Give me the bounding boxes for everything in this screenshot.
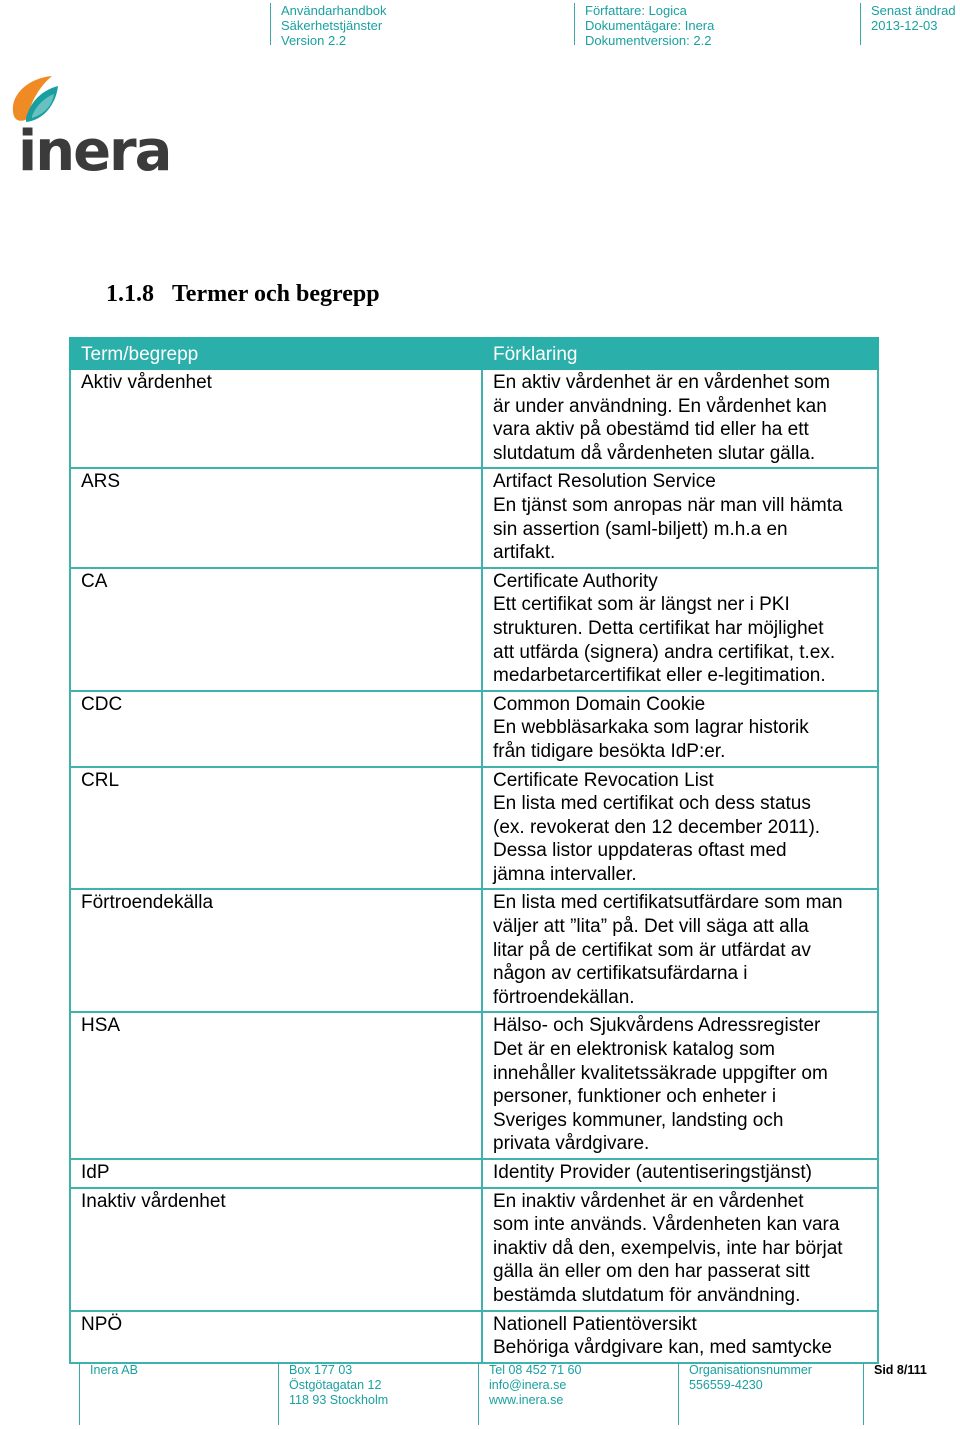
explanation-line: är under användning. En vårdenhet kan: [493, 395, 827, 417]
explanation-line: medarbetarcertifikat eller e-legitimation.: [493, 665, 826, 687]
term-cell: [70, 1012, 482, 1159]
explanation-line: gälla än eller om den har passerat sitt: [493, 1261, 810, 1283]
footer-org-number: 556559-4230: [689, 1378, 763, 1392]
explanation-line: privata vårdgivare.: [493, 1133, 650, 1155]
term-label: Inaktiv vårdenhet: [81, 1190, 226, 1212]
explanation-line: Ett certifikat som är längst ner i PKI: [493, 594, 790, 616]
header-doc-version: Version 2.2: [281, 33, 347, 48]
explanation-line: Identity Provider (autentiseringstjänst): [493, 1162, 812, 1183]
terms-table-body: [70, 369, 878, 1363]
term-label: IdP: [81, 1162, 110, 1183]
term-label: CA: [81, 570, 108, 592]
header-doc-title: Användarhandbok: [281, 3, 387, 18]
explanation-line: som inte används. Vårdenheten kan vara: [493, 1214, 840, 1236]
explanation-line: Nationell Patientöversikt: [493, 1313, 697, 1335]
explanation-cell: [482, 889, 878, 1012]
footer-address: [278, 1363, 459, 1425]
footer-address-box: Box 177 03: [289, 1363, 353, 1377]
explanation-line: Artifact Resolution Service: [493, 471, 716, 493]
explanation-line: En inaktiv vårdenhet är en vårdenhet: [493, 1190, 804, 1212]
term-cell: [70, 1159, 482, 1188]
term-cell: [70, 468, 482, 567]
table-row: [70, 1311, 878, 1363]
footer-organisation: [678, 1363, 849, 1425]
explanation-line: Common Domain Cookie: [493, 693, 706, 715]
header-modified-label: Senast ändrad: [871, 3, 956, 18]
explanation-cell: [482, 1012, 878, 1159]
term-cell: [70, 568, 482, 691]
term-cell: [70, 1311, 482, 1363]
column-header-term: Term/begrepp: [70, 338, 482, 369]
explanation-line: Certificate Revocation List: [493, 769, 714, 791]
header-document-version: Dokumentversion: 2.2: [585, 33, 712, 48]
footer-contact: [478, 1363, 659, 1425]
explanation-line: jämna intervaller.: [493, 863, 637, 885]
explanation-line: väljer att ”lita” på. Det vill säga att alla: [493, 916, 809, 938]
explanation-cell: [482, 691, 878, 767]
explanation-cell: [482, 1188, 878, 1311]
footer-org-label: Organisationsnummer: [689, 1363, 812, 1377]
explanation-line: En tjänst som anropas när man vill hämta: [493, 494, 843, 516]
term-label: Aktiv vårdenhet: [81, 372, 212, 393]
table-row: [70, 889, 878, 1012]
footer-address-street: Östgötagatan 12: [289, 1378, 382, 1392]
table-row: [70, 468, 878, 567]
explanation-line: Sveriges kommuner, landsting och: [493, 1109, 784, 1131]
explanation-line: förtroendekällan.: [493, 986, 635, 1008]
footer-phone: Tel 08 452 71 60: [489, 1363, 582, 1377]
footer-company: [79, 1363, 260, 1425]
term-label: CDC: [81, 693, 123, 715]
term-cell: [70, 369, 482, 468]
term-cell: [70, 889, 482, 1012]
explanation-cell: [482, 767, 878, 890]
footer-page-number: [863, 1363, 960, 1425]
explanation-line: någon av certifikatsufärdarna i: [493, 963, 748, 985]
table-row: [70, 369, 878, 468]
footer-email[interactable]: info@inera.se: [489, 1378, 567, 1392]
header-author: Författare: Logica: [585, 3, 687, 18]
terms-table: [69, 337, 879, 1364]
term-label: HSA: [81, 1015, 121, 1037]
section-title: Termer och begrepp: [172, 281, 380, 307]
footer-address-city: 118 93 Stockholm: [289, 1393, 389, 1407]
explanation-line: inaktiv då den, exempelvis, inte har börjat: [493, 1237, 843, 1259]
explanation-line: innehåller kvalitetssäkrade uppgifter om: [493, 1062, 828, 1084]
header-owner: Dokumentägare: Inera: [585, 18, 715, 33]
table-row: [70, 568, 878, 691]
header-modified: [860, 3, 960, 45]
term-cell: [70, 767, 482, 890]
footer-company-name: Inera AB: [90, 1363, 138, 1377]
explanation-line: En webbläsarkaka som lagrar historik: [493, 717, 809, 739]
explanation-line: sin assertion (saml-biljett) m.h.a en: [493, 518, 788, 540]
explanation-line: Certificate Authority: [493, 570, 658, 592]
term-label: Förtroendekälla: [81, 892, 214, 914]
explanation-cell: [482, 468, 878, 567]
explanation-line: bestämda slutdatum för användning.: [493, 1284, 801, 1306]
explanation-line: Det är en elektronisk katalog som: [493, 1039, 775, 1061]
term-label: CRL: [81, 769, 120, 791]
table-row: [70, 1188, 878, 1311]
term-cell: [70, 691, 482, 767]
explanation-line: artifakt.: [493, 542, 556, 564]
explanation-cell: [482, 1159, 878, 1188]
table-header-row: [70, 338, 878, 369]
table-row: [70, 691, 878, 767]
explanation-line: strukturen. Detta certifikat har möjlighet: [493, 617, 824, 639]
table-row: [70, 1159, 878, 1188]
explanation-line: vara aktiv på obestämd tid eller ha ett: [493, 419, 809, 441]
page-number: Sid 8/111: [874, 1363, 927, 1377]
header-document-info: [270, 3, 561, 48]
term-label: NPÖ: [81, 1313, 123, 1335]
explanation-line: att utfärda (signera) andra certifikat, t.ex.: [493, 641, 836, 663]
explanation-line: slutdatum då vårdenheten slutar gälla.: [493, 442, 816, 464]
explanation-cell: [482, 1311, 878, 1363]
explanation-line: (ex. revokerat den 12 december 2011).: [493, 816, 821, 838]
section-number: 1.1.8: [106, 281, 154, 307]
inera-logo: [4, 74, 174, 174]
term-cell: [70, 1188, 482, 1311]
explanation-cell: [482, 369, 878, 468]
header-doc-subject: Säkerhetstjänster: [281, 18, 383, 33]
term-label: ARS: [81, 471, 121, 493]
logo-wordmark: inera: [18, 119, 171, 174]
explanation-line: En lista med certifikatsutfärdare som man: [493, 892, 843, 914]
explanation-line: Behöriga vårdgivare kan, med samtycke: [493, 1337, 832, 1359]
explanation-line: Hälso- och Sjukvårdens Adressregister: [493, 1015, 821, 1037]
explanation-line: En aktiv vårdenhet är en vårdenhet som: [493, 372, 830, 393]
column-header-explanation: Förklaring: [482, 338, 878, 369]
explanation-line: En lista med certifikat och dess status: [493, 793, 811, 815]
explanation-line: Dessa listor uppdateras oftast med: [493, 840, 787, 862]
header-modified-date: 2013-12-03: [871, 18, 938, 33]
explanation-cell: [482, 568, 878, 691]
explanation-line: från tidigare besökta IdP:er.: [493, 740, 726, 762]
header-authorship: [574, 3, 845, 48]
footer-website[interactable]: www.inera.se: [489, 1393, 564, 1407]
explanation-line: litar på de certifikat som är utfärdat av: [493, 939, 811, 961]
explanation-line: personer, funktioner och enheter i: [493, 1086, 777, 1108]
table-row: [70, 1012, 878, 1159]
table-row: [70, 767, 878, 890]
section-heading: [106, 280, 380, 308]
